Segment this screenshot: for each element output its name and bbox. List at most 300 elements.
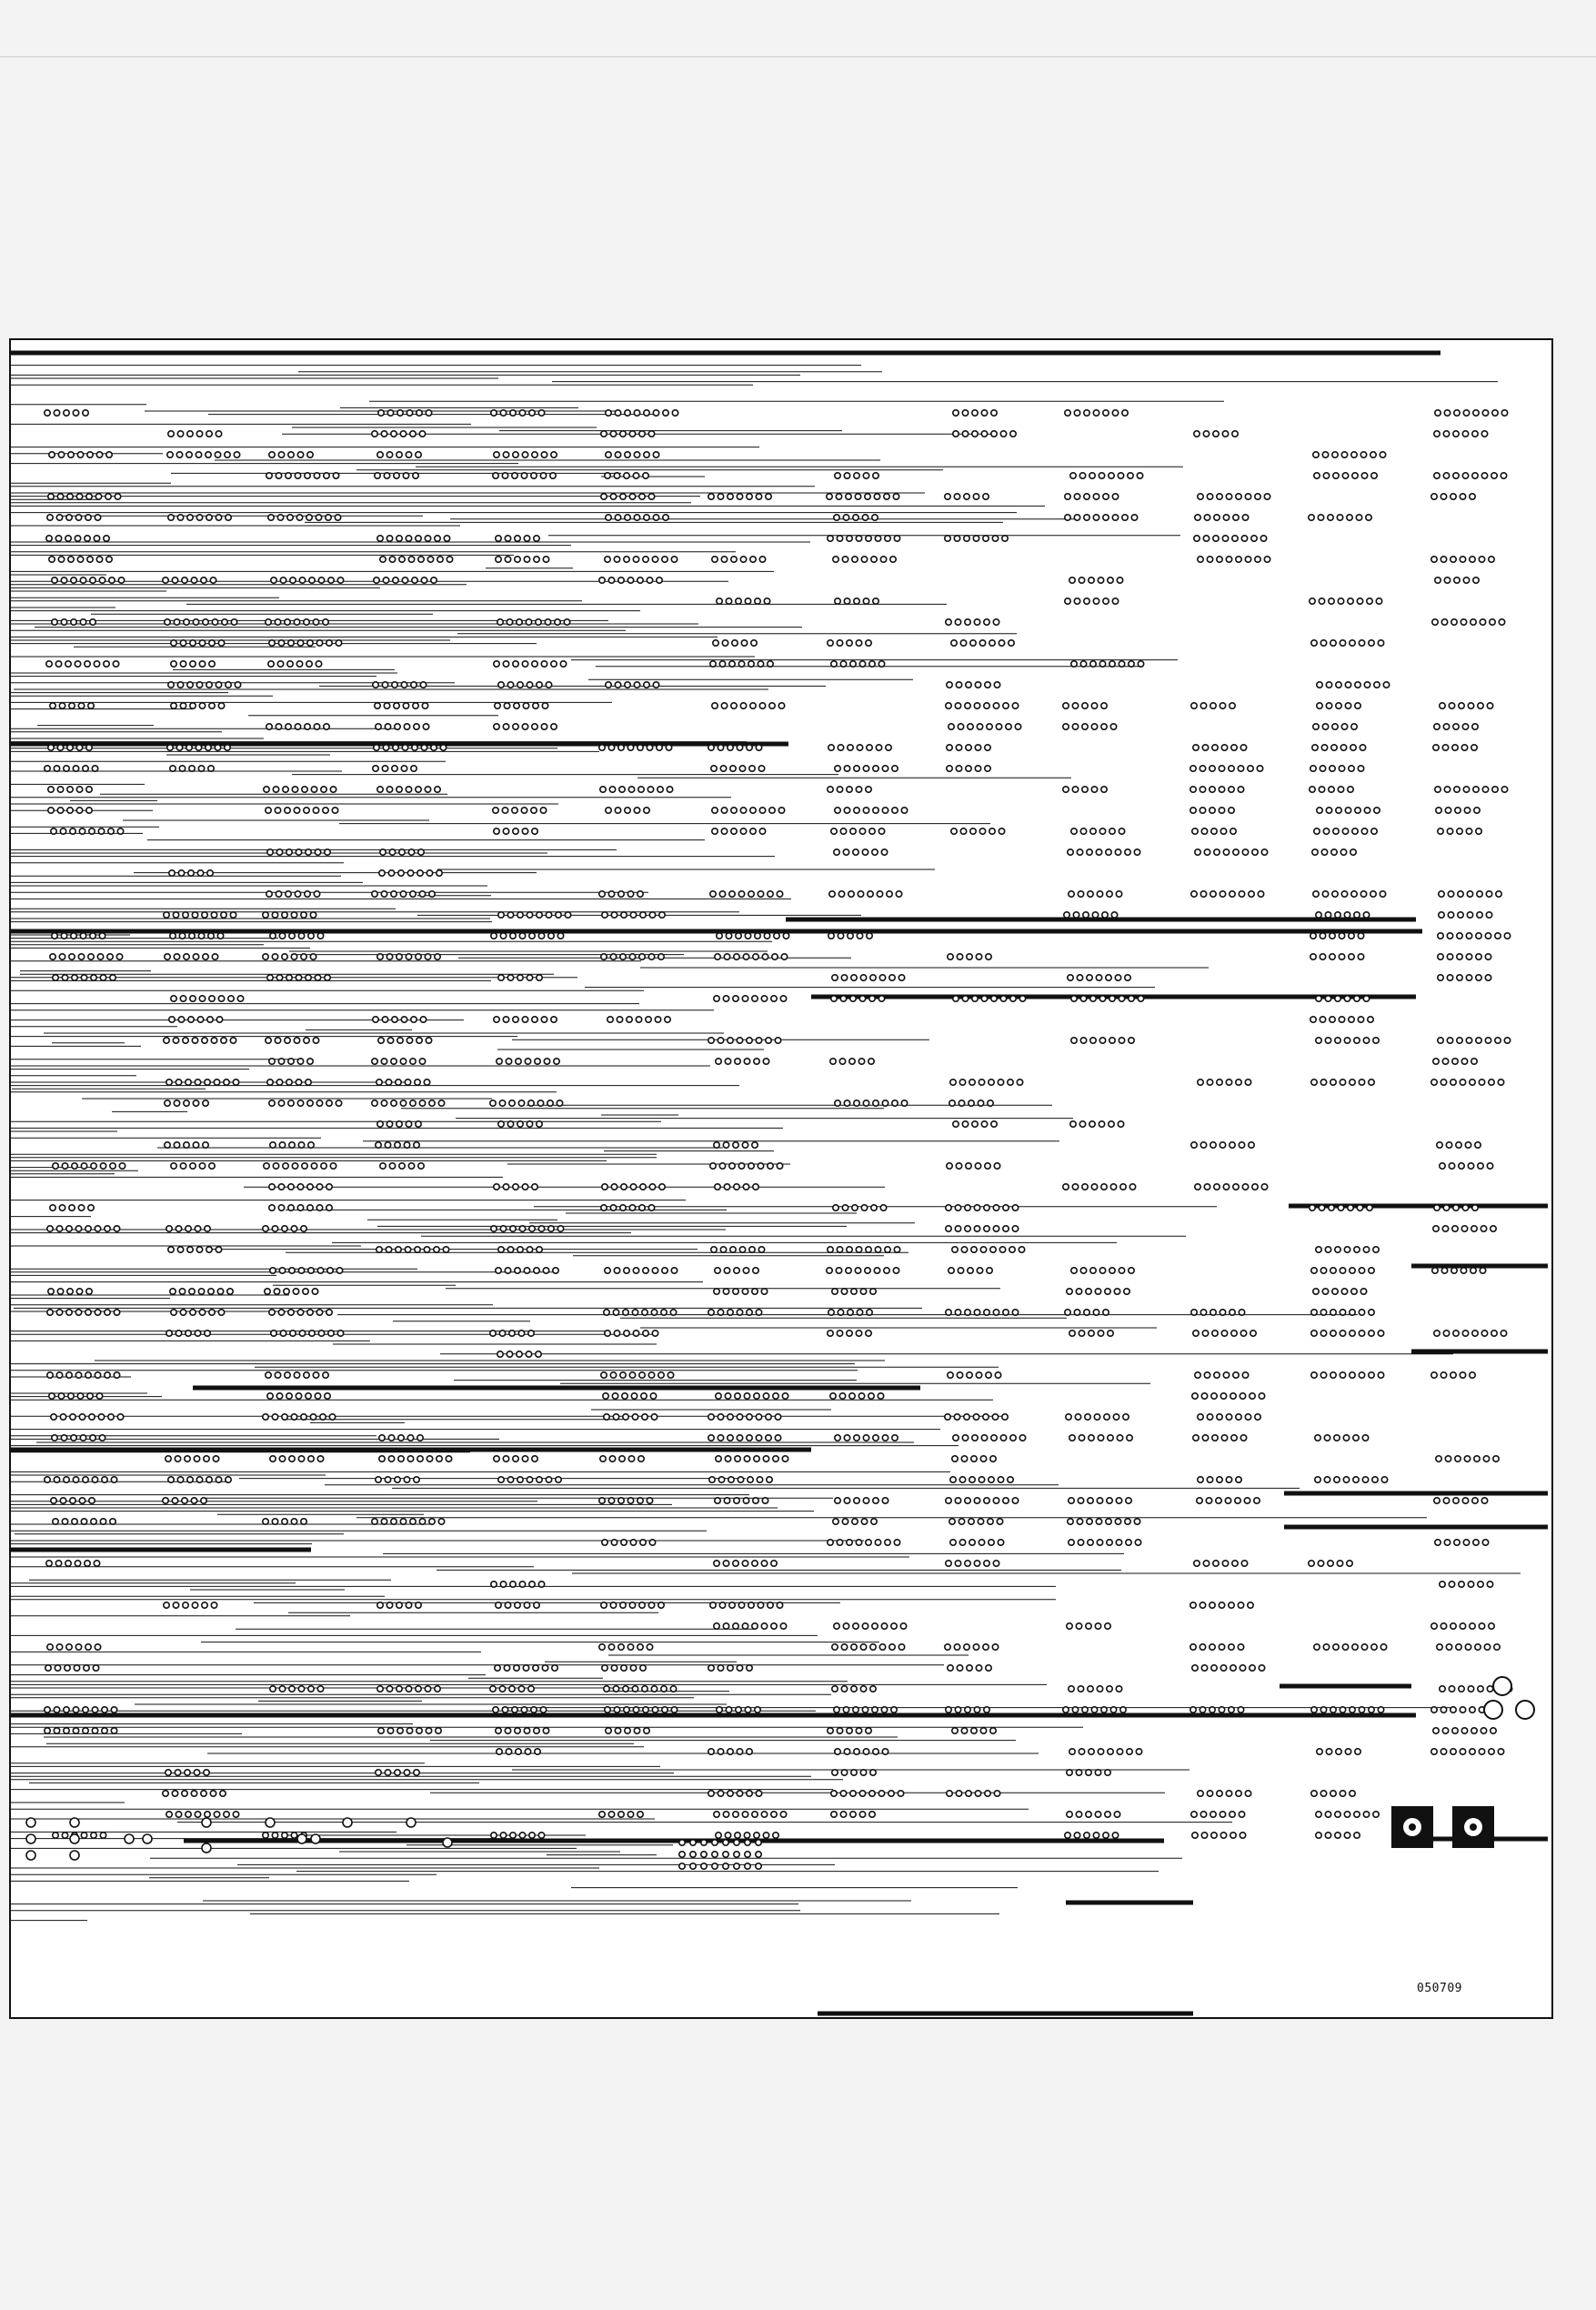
- via-pad-icon: [601, 1205, 607, 1210]
- via-pad-icon: [859, 996, 865, 1001]
- via-pad-icon: [490, 1100, 496, 1106]
- via-pad-icon: [1479, 1623, 1484, 1629]
- via-pad-icon: [1320, 1017, 1325, 1022]
- via-pad-icon: [843, 1623, 848, 1629]
- via-pad-icon: [766, 1414, 771, 1420]
- via-pad-icon: [403, 703, 408, 708]
- via-pad-icon: [651, 1686, 657, 1692]
- via-pad-icon: [1072, 1184, 1078, 1190]
- via-pad-icon: [1313, 891, 1319, 897]
- via-pad-icon: [1079, 578, 1084, 583]
- via-pad-icon: [67, 787, 73, 792]
- via-pad-icon: [755, 598, 760, 604]
- via-pad-icon: [633, 557, 638, 562]
- via-pad-icon: [882, 1498, 888, 1503]
- via-pad-icon: [191, 1498, 196, 1503]
- via-pad-icon: [1103, 410, 1109, 416]
- via-pad-icon: [184, 619, 189, 625]
- via-pad-icon: [208, 1289, 214, 1294]
- via-pad-icon: [1190, 1644, 1196, 1650]
- via-pad-icon: [1120, 1707, 1126, 1712]
- via-pad-icon: [1310, 1017, 1316, 1022]
- via-pad-icon: [1320, 1372, 1326, 1378]
- via-pad-icon: [752, 996, 758, 1001]
- via-pad-icon: [1019, 996, 1025, 1001]
- via-pad-icon: [1458, 912, 1463, 918]
- via-pad-icon: [1067, 1770, 1072, 1775]
- via-pad-icon: [1350, 1268, 1355, 1273]
- via-pad-icon: [66, 1226, 72, 1231]
- via-pad-icon: [1431, 1749, 1437, 1754]
- via-pad-icon: [1478, 703, 1483, 708]
- via-pad-icon: [1101, 1184, 1107, 1190]
- via-pad-icon: [1245, 557, 1250, 562]
- via-pad-icon: [1086, 1623, 1091, 1629]
- via-pad-icon: [188, 1017, 194, 1022]
- via-pad-icon: [766, 1435, 771, 1441]
- via-pad-icon: [863, 1498, 868, 1503]
- via-pad-icon: [881, 1623, 887, 1629]
- via-pad-icon: [381, 891, 386, 897]
- via-pad-icon: [398, 870, 404, 876]
- via-pad-icon: [298, 1268, 304, 1273]
- via-pad-icon: [1093, 515, 1099, 520]
- via-pad-icon: [202, 912, 207, 918]
- via-pad-icon: [731, 703, 737, 708]
- via-pad-icon: [1002, 536, 1008, 541]
- via-pad-icon: [1240, 745, 1246, 750]
- via-pad-icon: [226, 515, 231, 520]
- via-pad-icon: [722, 640, 728, 646]
- via-pad-icon: [206, 515, 212, 520]
- via-pad-icon: [1135, 1540, 1140, 1545]
- via-pad-icon: [75, 515, 81, 520]
- via-pad-icon: [752, 1142, 758, 1148]
- via-pad-icon: [1369, 1268, 1374, 1273]
- via-pad-icon: [866, 1331, 871, 1336]
- via-pad-icon: [690, 1840, 696, 1845]
- via-pad-icon: [735, 1059, 740, 1064]
- via-pad-icon: [1460, 1372, 1465, 1378]
- via-pad-icon: [1006, 724, 1011, 729]
- via-pad-icon: [186, 1331, 191, 1336]
- via-pad-icon: [1358, 954, 1363, 959]
- via-pad-icon: [878, 661, 884, 667]
- via-pad-icon: [859, 1791, 865, 1796]
- via-pad-icon: [560, 661, 566, 667]
- via-pad-icon: [411, 766, 417, 771]
- via-pad-icon: [531, 1707, 537, 1712]
- via-pad-icon: [407, 410, 412, 416]
- via-pad-icon: [1348, 787, 1353, 792]
- via-pad-icon: [440, 745, 446, 750]
- via-pad-icon: [46, 536, 52, 541]
- via-pad-icon: [436, 1728, 441, 1733]
- via-pad-icon: [1219, 1602, 1224, 1608]
- via-pad-icon: [500, 933, 506, 939]
- via-pad-icon: [97, 954, 103, 959]
- via-pad-icon: [109, 578, 115, 583]
- via-pad-icon: [412, 578, 417, 583]
- via-pad-icon: [1435, 578, 1440, 583]
- via-pad-icon: [1460, 557, 1465, 562]
- via-pad-icon: [971, 1456, 977, 1461]
- via-pad-icon: [950, 1477, 956, 1482]
- via-pad-icon: [1473, 578, 1479, 583]
- via-pad-icon: [1323, 1644, 1329, 1650]
- via-pad-icon: [1233, 1372, 1239, 1378]
- via-pad-icon: [1354, 1038, 1360, 1043]
- via-pad-icon: [421, 578, 427, 583]
- via-pad-icon: [1118, 1121, 1123, 1127]
- via-pad-icon: [1480, 1268, 1485, 1273]
- via-pad-icon: [177, 515, 183, 520]
- via-pad-icon: [1487, 1163, 1492, 1169]
- via-pad-icon: [214, 1812, 219, 1817]
- via-pad-icon: [745, 1852, 750, 1857]
- via-pad-icon: [701, 1863, 707, 1869]
- via-pad-icon: [1480, 619, 1485, 625]
- via-pad-icon: [386, 1686, 392, 1692]
- via-pad-icon: [602, 1184, 607, 1190]
- via-pad-icon: [377, 1121, 383, 1127]
- via-pad-icon: [1112, 515, 1118, 520]
- via-pad-icon: [180, 996, 186, 1001]
- via-pad-icon: [106, 452, 112, 457]
- via-pad-icon: [443, 1247, 448, 1252]
- via-pad-icon: [965, 1205, 970, 1210]
- via-pad-icon: [1099, 1038, 1105, 1043]
- via-pad-icon: [1440, 1707, 1446, 1712]
- via-pad-icon: [392, 1017, 397, 1022]
- via-pad-icon: [266, 1372, 271, 1378]
- via-pad-icon: [959, 1477, 965, 1482]
- via-pad-icon: [953, 1435, 959, 1441]
- via-pad-icon: [1326, 808, 1331, 813]
- via-pad-icon: [1220, 1833, 1226, 1838]
- via-pad-icon: [1491, 1226, 1496, 1231]
- via-pad-icon: [192, 1602, 197, 1608]
- via-pad-icon: [1094, 1414, 1099, 1420]
- via-pad-icon: [718, 745, 723, 750]
- via-pad-icon: [956, 1163, 961, 1169]
- via-pad-icon: [372, 891, 377, 897]
- via-pad-icon: [268, 661, 274, 667]
- via-pad-icon: [266, 1038, 271, 1043]
- via-pad-icon: [502, 1707, 507, 1712]
- via-pad-icon: [426, 410, 431, 416]
- via-pad-icon: [190, 661, 196, 667]
- via-pad-icon: [644, 808, 649, 813]
- via-pad-icon: [1466, 975, 1471, 980]
- via-pad-icon: [662, 1268, 668, 1273]
- via-pad-icon: [183, 1038, 188, 1043]
- via-pad-icon: [1201, 1665, 1207, 1671]
- via-pad-icon: [419, 1519, 425, 1524]
- via-pad-icon: [1433, 745, 1439, 750]
- via-pad-icon: [199, 996, 205, 1001]
- via-pad-icon: [1111, 912, 1117, 918]
- via-pad-icon: [197, 870, 203, 876]
- via-pad-icon: [199, 1163, 205, 1169]
- via-pad-icon: [1074, 494, 1079, 499]
- via-pad-icon: [267, 849, 273, 855]
- via-pad-icon: [419, 891, 425, 897]
- via-pad-icon: [725, 1059, 730, 1064]
- via-pad-icon: [301, 912, 306, 918]
- via-pad-icon: [166, 1456, 171, 1461]
- via-pad-icon: [316, 661, 321, 667]
- via-pad-icon: [68, 1393, 74, 1399]
- via-pad-icon: [98, 829, 104, 834]
- via-pad-icon: [893, 1268, 898, 1273]
- via-pad-icon: [611, 1665, 617, 1671]
- via-pad-icon: [388, 1435, 394, 1441]
- via-pad-icon: [1063, 1707, 1069, 1712]
- via-pad-icon: [867, 745, 872, 750]
- via-pad-icon: [761, 996, 767, 1001]
- via-pad-icon: [182, 1791, 187, 1796]
- via-pad-icon: [709, 1477, 715, 1482]
- via-pad-icon: [1477, 891, 1482, 897]
- via-pad-icon: [1464, 1456, 1470, 1461]
- via-pad-icon: [718, 1477, 724, 1482]
- via-pad-icon: [624, 1331, 629, 1336]
- via-pad-icon: [771, 1561, 777, 1566]
- via-pad-icon: [1366, 515, 1371, 520]
- via-pad-icon: [291, 1226, 296, 1231]
- via-pad-icon: [744, 1833, 749, 1838]
- via-pad-icon: [548, 1226, 554, 1231]
- via-pad-icon: [1223, 1372, 1229, 1378]
- via-pad-icon: [176, 452, 182, 457]
- via-pad-icon: [887, 891, 892, 897]
- via-pad-icon: [737, 745, 742, 750]
- via-pad-icon: [1096, 975, 1101, 980]
- via-pad-icon: [301, 1414, 306, 1420]
- via-pad-icon: [75, 661, 80, 667]
- via-pad-icon: [1320, 933, 1325, 939]
- via-pad-icon: [392, 682, 397, 688]
- via-pad-icon: [712, 829, 718, 834]
- via-pad-icon: [1095, 1289, 1100, 1294]
- via-pad-icon: [708, 1665, 714, 1671]
- via-pad-icon: [651, 1310, 657, 1315]
- via-pad-icon: [1207, 1477, 1212, 1482]
- via-pad-icon: [624, 557, 629, 562]
- via-pad-icon: [1340, 640, 1345, 646]
- via-pad-icon: [226, 1477, 231, 1482]
- via-pad-icon: [731, 557, 737, 562]
- via-pad-icon: [852, 1519, 858, 1524]
- via-pad-icon: [1217, 1477, 1222, 1482]
- via-pad-icon: [512, 808, 517, 813]
- via-pad-icon: [1103, 494, 1109, 499]
- via-pad-icon: [179, 766, 185, 771]
- via-pad-icon: [1373, 1038, 1379, 1043]
- via-pad-icon: [503, 452, 508, 457]
- via-pad-icon: [425, 954, 430, 959]
- via-pad-icon: [1210, 703, 1216, 708]
- via-pad-icon: [1322, 891, 1328, 897]
- via-pad-icon: [856, 1728, 861, 1733]
- via-pad-icon: [975, 1163, 980, 1169]
- via-pad-icon: [76, 787, 82, 792]
- via-pad-icon: [1210, 891, 1216, 897]
- via-pad-icon: [203, 1142, 208, 1148]
- via-pad-icon: [730, 1247, 736, 1252]
- via-pad-icon: [554, 1059, 559, 1064]
- via-pad-icon: [1330, 766, 1335, 771]
- via-pad-icon: [879, 1644, 885, 1650]
- via-pad-icon: [758, 1247, 764, 1252]
- via-pad-icon: [761, 1561, 767, 1566]
- via-pad-icon: [985, 1791, 990, 1796]
- via-pad-icon: [999, 1247, 1005, 1252]
- via-pad-icon: [834, 515, 839, 520]
- via-pad-icon: [1193, 1331, 1199, 1336]
- via-pad-icon: [498, 975, 504, 980]
- via-pad-icon: [283, 787, 288, 792]
- via-pad-icon: [627, 578, 633, 583]
- via-pad-icon: [77, 452, 83, 457]
- via-pad-icon: [609, 787, 615, 792]
- via-pad-icon: [294, 1372, 299, 1378]
- via-pad-icon: [999, 640, 1004, 646]
- via-pad-icon: [318, 578, 324, 583]
- via-pad-icon: [868, 1393, 874, 1399]
- via-pad-icon: [1264, 557, 1270, 562]
- via-pad-icon: [773, 1393, 778, 1399]
- via-pad-icon: [273, 1163, 278, 1169]
- via-pad-icon: [1088, 1686, 1093, 1692]
- via-pad-icon: [1464, 808, 1470, 813]
- via-pad-icon: [297, 452, 303, 457]
- via-pad-icon: [750, 808, 756, 813]
- via-pad-icon: [1340, 1707, 1345, 1712]
- via-pad-icon: [1093, 494, 1099, 499]
- via-pad-icon: [847, 787, 852, 792]
- via-pad-icon: [379, 870, 385, 876]
- via-pad-icon: [1230, 1393, 1236, 1399]
- via-pad-icon: [710, 1163, 716, 1169]
- via-pad-icon: [280, 1331, 286, 1336]
- via-pad-icon: [313, 619, 318, 625]
- via-pad-icon: [1084, 410, 1089, 416]
- via-pad-icon: [62, 1519, 67, 1524]
- via-pad-icon: [1105, 1770, 1110, 1775]
- via-pad-icon: [1198, 1080, 1203, 1085]
- via-pad-icon: [1076, 1812, 1081, 1817]
- via-pad-icon: [756, 1852, 761, 1857]
- via-pad-icon: [168, 682, 174, 688]
- via-pad-icon: [1452, 1728, 1458, 1733]
- via-pad-icon: [672, 410, 678, 416]
- via-pad-icon: [831, 996, 837, 1001]
- via-pad-icon: [26, 1851, 35, 1860]
- via-pad-icon: [282, 912, 287, 918]
- via-pad-icon: [1369, 1310, 1374, 1315]
- via-pad-icon: [618, 745, 624, 750]
- via-pad-icon: [385, 1770, 390, 1775]
- via-pad-icon: [266, 1818, 275, 1827]
- via-pad-icon: [1220, 829, 1226, 834]
- via-pad-icon: [85, 1372, 91, 1378]
- via-pad-icon: [869, 829, 875, 834]
- via-pad-icon: [114, 1310, 119, 1315]
- via-pad-icon: [199, 1310, 205, 1315]
- via-pad-icon: [547, 1100, 553, 1106]
- via-pad-icon: [1320, 766, 1325, 771]
- via-pad-icon: [981, 431, 987, 437]
- via-pad-icon: [955, 1310, 960, 1315]
- via-pad-icon: [882, 1749, 888, 1754]
- pcb-artwork: [11, 340, 1553, 2019]
- via-pad-icon: [209, 661, 215, 667]
- via-pad-icon: [1343, 1477, 1349, 1482]
- via-pad-icon: [625, 410, 630, 416]
- via-pad-icon: [991, 410, 997, 416]
- via-pad-icon: [1349, 1017, 1354, 1022]
- via-pad-icon: [237, 996, 243, 1001]
- via-pad-icon: [991, 431, 997, 437]
- via-pad-icon: [1098, 1749, 1103, 1754]
- via-pad-icon: [1198, 1414, 1203, 1420]
- via-pad-icon: [876, 745, 881, 750]
- via-pad-icon: [1320, 1310, 1326, 1315]
- via-pad-icon: [758, 1602, 763, 1608]
- via-pad-icon: [851, 1644, 857, 1650]
- via-pad-icon: [556, 912, 561, 918]
- via-pad-icon: [514, 703, 519, 708]
- via-pad-icon: [111, 1707, 116, 1712]
- via-pad-icon: [1364, 808, 1370, 813]
- via-pad-icon: [1311, 640, 1317, 646]
- via-pad-icon: [83, 1477, 88, 1482]
- via-pad-icon: [1495, 933, 1501, 939]
- via-pad-icon: [521, 473, 527, 478]
- via-pad-icon: [292, 1163, 297, 1169]
- via-pad-icon: [85, 1310, 91, 1315]
- via-pad-icon: [606, 410, 611, 416]
- via-pad-icon: [768, 891, 773, 897]
- via-pad-icon: [1461, 1728, 1467, 1733]
- via-pad-icon: [1134, 849, 1139, 855]
- via-pad-icon: [387, 1038, 393, 1043]
- via-pad-icon: [174, 619, 179, 625]
- via-pad-icon: [873, 1435, 878, 1441]
- via-pad-icon: [1112, 1833, 1118, 1838]
- via-pad-icon: [771, 1623, 777, 1629]
- via-pad-icon: [1245, 1791, 1250, 1796]
- via-pad-icon: [77, 1393, 83, 1399]
- via-pad-icon: [712, 1852, 718, 1857]
- via-pad-icon: [269, 1310, 275, 1315]
- via-pad-icon: [1482, 1540, 1488, 1545]
- via-pad-icon: [605, 1331, 610, 1336]
- via-pad-icon: [196, 1477, 202, 1482]
- via-pad-icon: [977, 1268, 982, 1273]
- via-pad-icon: [1355, 703, 1360, 708]
- via-pad-icon: [183, 912, 188, 918]
- via-pad-icon: [945, 1414, 950, 1420]
- via-pad-icon: [725, 1393, 730, 1399]
- via-pad-icon: [723, 1812, 728, 1817]
- via-pad-icon: [1440, 1749, 1446, 1754]
- via-pad-icon: [1350, 1310, 1355, 1315]
- via-pad-icon: [1124, 1289, 1129, 1294]
- via-pad-icon: [298, 1686, 304, 1692]
